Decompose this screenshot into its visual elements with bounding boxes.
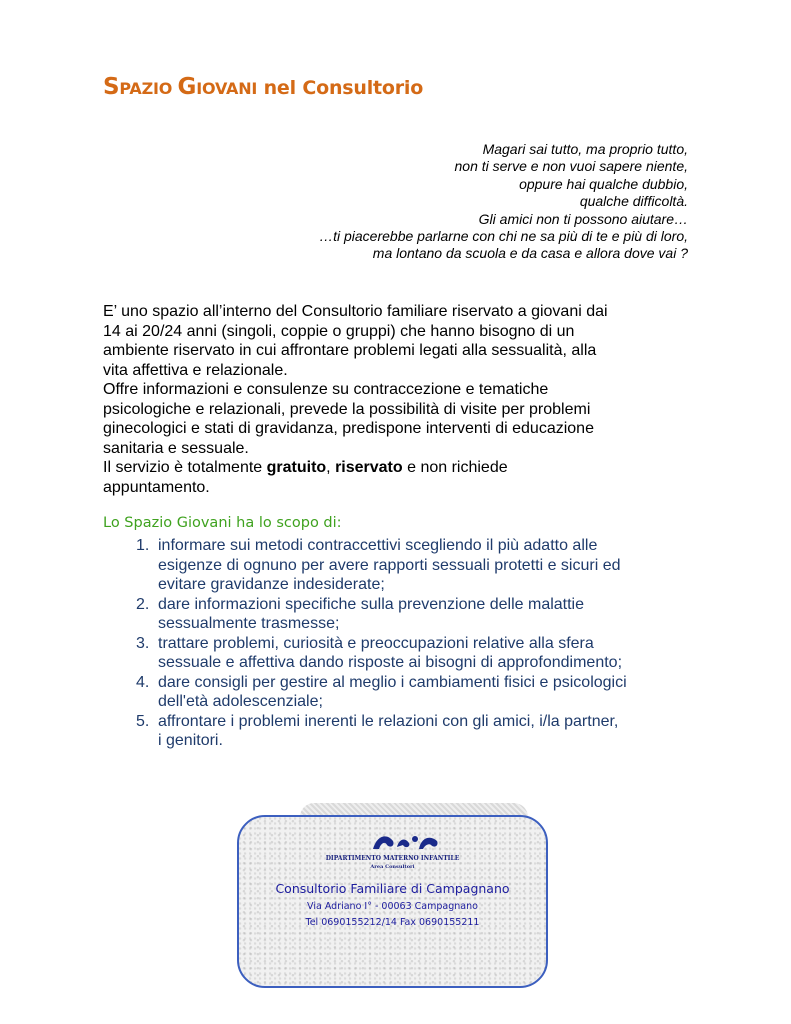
title-word-spazio: PAZIO	[119, 79, 178, 98]
list-item-line: esigenze di ognuno per avere rapporti sessuali protetti e sicuri ed	[158, 556, 621, 574]
body-line: psicologiche e relazionali, prevede la possibilità di visite per problemi	[103, 400, 591, 418]
list-number: 4.	[136, 673, 150, 691]
list-number: 3.	[136, 634, 150, 652]
confidential-label: riservato	[335, 459, 403, 476]
list-number: 1.	[136, 537, 150, 554]
service-line	[103, 458, 703, 478]
list-item-line: i genitori.	[158, 732, 223, 749]
department-logo-icon	[371, 831, 441, 853]
title-initial-s: S	[103, 74, 120, 100]
poem-line: Gli amici non ti possono aiutare…	[478, 210, 688, 227]
list-item-line: informare sui metodi contraccettivi scegliendo il più adatto alle	[158, 537, 598, 554]
list-item-line: dell'età adolescenziale;	[158, 693, 323, 710]
poem-line: ma lontano da scuola e da casa e allora dove vai ?	[372, 245, 688, 262]
service-text: Il servizio è totalmente	[103, 459, 267, 476]
list-item-line: dare consigli per gestire al meglio i cambiamenti fisici e psicologici	[158, 673, 627, 691]
poem-line: non ti serve e non vuoi sapere niente,	[454, 158, 688, 175]
department-subtitle: Area Consultori	[370, 864, 415, 870]
list-item	[136, 634, 627, 673]
body-line: 14 ai 20/24 anni (singoli, coppie o gruppi) che hanno bisogno di un	[103, 322, 575, 340]
page-title	[103, 74, 423, 100]
list-item-line: evitare gravidanze indesiderate;	[158, 576, 385, 593]
poem-line: Magari sai tutto, ma proprio tutto,	[482, 141, 688, 157]
scope-heading: Lo Spazio Giovani ha lo scopo di:	[103, 515, 342, 531]
body-line: sanitaria e sessuale.	[103, 439, 249, 457]
body-line: appuntamento.	[103, 478, 210, 496]
list-item-line: sessualmente trasmesse;	[158, 615, 340, 632]
poem-line: qualche difficoltà.	[579, 193, 688, 210]
title-tail: nel Consultorio	[257, 77, 424, 99]
contact-card	[237, 815, 548, 988]
title-word-giovani: IOVANI	[196, 79, 258, 98]
body-line: ginecologici e stati di gravidanza, predispone interventi di educazione	[103, 420, 594, 437]
intro-poem	[319, 141, 688, 263]
list-item	[136, 595, 627, 634]
list-item-line: affrontare i problemi inerenti le relazioni con gli amici, i/la partner,	[158, 712, 619, 730]
list-item	[136, 712, 627, 751]
body-line: E’ uno spazio all’interno del Consultorio familiare riservato a giovani dai	[103, 303, 608, 320]
objectives-list	[136, 536, 627, 751]
body-line: Offre informazioni e consulenze su contraccezione e tematiche	[103, 381, 549, 398]
address-text: Via Adriano I° - 00063 Campagnano	[307, 901, 478, 912]
list-item-line: dare informazioni specifiche sulla prevenzione delle malattie	[158, 595, 585, 613]
body-line: vita affettiva e relazionale.	[103, 361, 288, 379]
department-name: DIPARTIMENTO MATERNO INFANTILE	[325, 855, 460, 862]
service-comma: ,	[326, 459, 336, 476]
list-item	[136, 536, 627, 595]
list-item-line: trattare problemi, curiosità e preoccupazioni relative alla sfera	[158, 634, 594, 652]
body-line: ambiente riservato in cui affrontare problemi legati alla sessualità, alla	[103, 342, 597, 359]
phone-fax-text: Tel 0690155212/14 Fax 0690155211	[305, 917, 480, 928]
poem-line: …ti piacerebbe parlarne con chi ne sa più di te e più di loro,	[319, 228, 688, 245]
description-paragraph	[103, 302, 703, 497]
free-label: gratuito	[266, 459, 327, 476]
list-item	[136, 673, 627, 712]
list-number: 2.	[136, 595, 150, 613]
organization-name: Consultorio Familiare di Campagnano	[275, 881, 510, 896]
poem-line: oppure hai qualche dubbio,	[519, 175, 688, 192]
title-initial-g: G	[177, 74, 197, 100]
list-number: 5.	[136, 712, 150, 730]
service-text-end: e non richiede	[402, 459, 508, 476]
list-item-line: sessuale e affettiva dando risposte ai bisogni di approfondimento;	[158, 654, 623, 671]
